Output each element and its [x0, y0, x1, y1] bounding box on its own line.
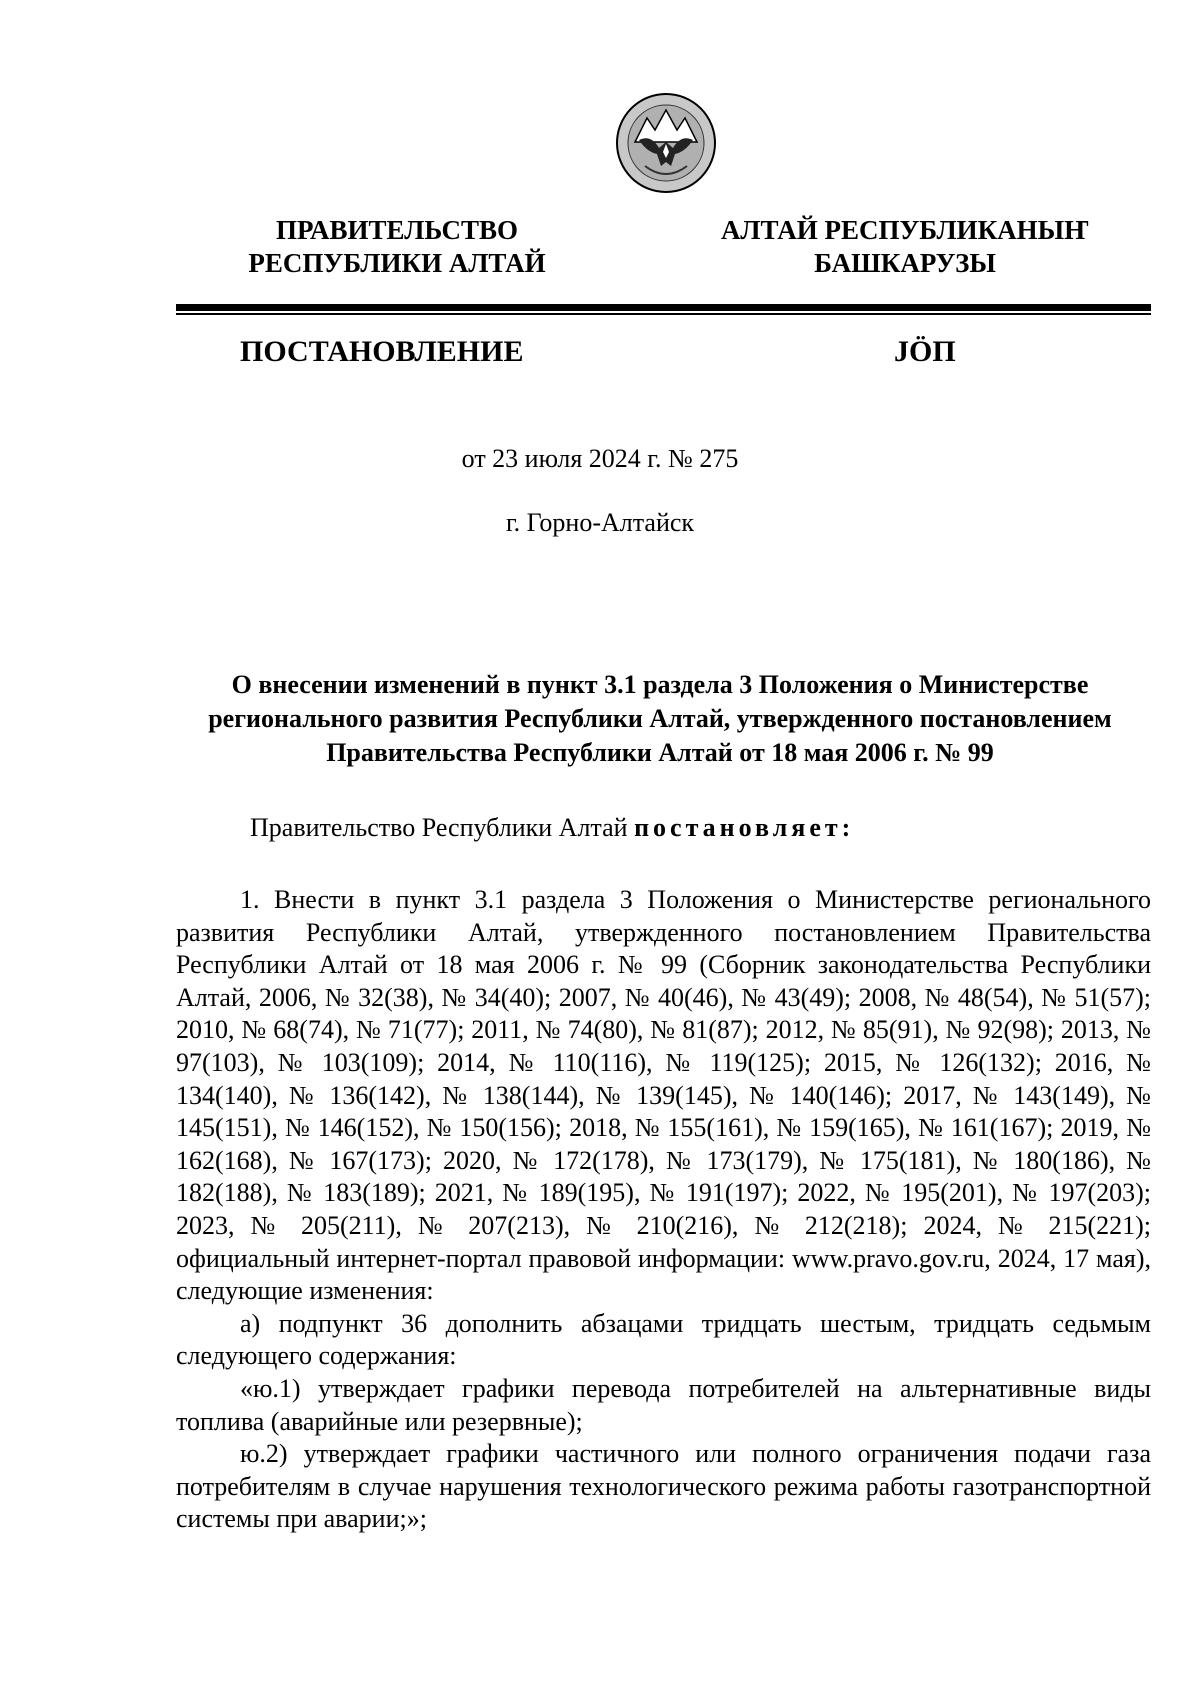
header-right-line2: БАШКАРУЗЫ	[814, 248, 996, 278]
header-left-line2: РЕСПУБЛИКИ АЛТАЙ	[248, 248, 546, 278]
altai-coat-of-arms-icon	[615, 92, 717, 194]
city-line: г. Горно-Алтайск	[505, 508, 695, 537]
header-right-line1: АЛТАЙ РЕСПУБЛИКАНЫҤ	[720, 215, 1090, 245]
paragraph-2: а) подпункт 36 дополнить абзацами тридцать шестым, тридцать седьмым следующего содержания:	[176, 1308, 1151, 1371]
header-left	[227, 214, 567, 280]
header-divider-thin	[176, 313, 1151, 315]
header-left-line1: ПРАВИТЕЛЬСТВО	[275, 215, 519, 245]
header-right	[715, 214, 1095, 280]
header-divider-thick	[176, 304, 1151, 311]
decree-prefix: Правительство Республики Алтай	[250, 813, 635, 842]
paragraph-3: «ю.1) утверждает графики перевода потребителей на альтернативные виды топлива (аварийные или резервные);	[176, 1373, 1151, 1436]
decree-verb: постановляет:	[634, 813, 855, 842]
doc-type-ru: ПОСТАНОВЛЕНИЕ	[240, 335, 524, 368]
date-line: от 23 июля 2024 г. № 275	[461, 444, 739, 473]
document-title: О внесении изменений в пункт 3.1 раздела 3 Положения о Министерстве регионального развития Республики Алтай, утвержденного постановлением Правительства Республики Алтай от 18 мая 2006 г. № 99	[208, 670, 1112, 767]
paragraph-4: ю.2) утверждает графики частичного или полного ограничения подачи газа потребителям в случае нарушения технологического режима работы газотранспортной системы при аварии;»;	[176, 1439, 1151, 1534]
document-body	[176, 884, 1151, 1536]
paragraph-1: 1. Внести в пункт 3.1 раздела 3 Положения о Министерстве регионального развития Республики Алтай, утвержденного постановлением Правительства Республики Алтай от 18 мая 2006 г. № 99 (Сборник законодательства Республики Алтай, 2006, № 32(38), № 34(40); 2007, № 40(46), № 43(49); 2008, № 48(54), № 51(57); 2010, № 68(74), № 71(77); 2011, № 74(80), № 81(87); 2012, № 85(91), № 92(98); 2013, № 97(103), № 103(109); 2014, № 110(116), № 119(125); 2015, № 126(132); 2016, № 134(140), № 136(142), № 138(144), № 139(145), № 140(146); 2017, № 143(149), № 145(151), № 146(152), № 150(156); 2018, № 155(161), № 159(165), № 161(167); 2019, № 162(168), № 167(173); 2020, № 172(178), № 173(179), № 175(181), № 180(186), № 182(188), № 183(189); 2021, № 189(195), № 191(197); 2022, № 195(201), № 197(203); 2023, № 205(211), № 207(213), № 210(216), № 212(218); 2024, № 215(221); официальный интернет-портал правовой информации: www.pravo.gov.ru, 2024, 17 мая), следующие изменения:	[176, 885, 1151, 1306]
doc-type-alt: JӦП	[894, 335, 956, 368]
decree-line	[250, 812, 854, 844]
